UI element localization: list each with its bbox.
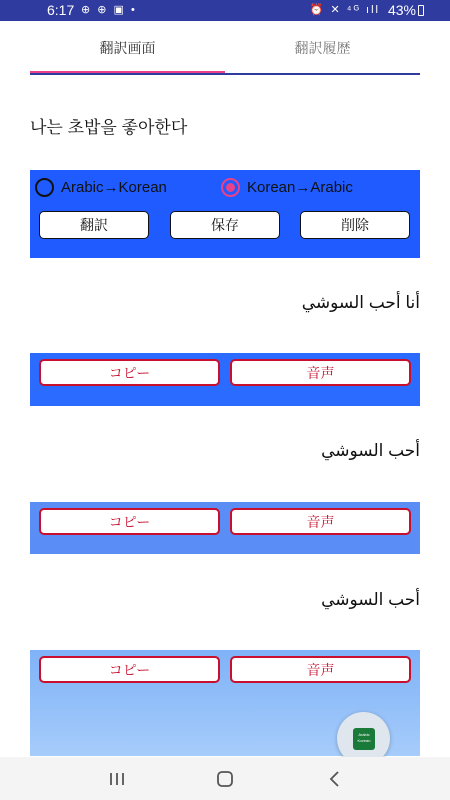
- translate-button[interactable]: 翻訳: [39, 211, 149, 239]
- result-text: أنا أحب السوشي: [301, 293, 420, 312]
- app-icon: [353, 728, 375, 750]
- copy-button[interactable]: コピー: [39, 508, 220, 535]
- recent-apps-icon[interactable]: [102, 768, 132, 790]
- radio-korean-arabic[interactable]: [221, 176, 353, 198]
- status-time: 6:17: [47, 2, 75, 18]
- tab-bar: [30, 21, 420, 75]
- tab-divider: [30, 73, 420, 75]
- voice-button[interactable]: 音声: [230, 656, 411, 683]
- source-text[interactable]: 나는 초밥을 좋아한다: [30, 118, 188, 137]
- copy-button[interactable]: コピー: [39, 656, 220, 683]
- result-actions: [30, 353, 420, 406]
- home-icon[interactable]: [210, 768, 240, 790]
- tab-translate[interactable]: 翻訳画面: [30, 21, 225, 75]
- radio-unselected-icon: [35, 178, 54, 197]
- voice-button[interactable]: 音声: [230, 359, 411, 386]
- system-icons: ⏰ ✕ ⁴ᴳ ıll: [309, 4, 380, 16]
- tab-history[interactable]: 翻訳履歴: [294, 40, 351, 56]
- app-icon-line1: Arabic: [358, 732, 370, 737]
- battery-icon: [418, 5, 424, 16]
- radio-arabic-korean[interactable]: [35, 176, 167, 198]
- save-button[interactable]: 保存: [170, 211, 280, 239]
- delete-button[interactable]: 削除: [300, 211, 410, 239]
- radio-selected-icon: [221, 178, 240, 197]
- radio-label: Korean→Arabic: [247, 178, 353, 196]
- navigation-bar: [0, 757, 450, 800]
- result-actions: [30, 502, 420, 554]
- radio-label: Arabic→Korean: [61, 178, 167, 196]
- status-bar: [0, 0, 450, 21]
- notification-icons: ⊕ ⊕ ▣ •: [81, 4, 137, 16]
- copy-button[interactable]: コピー: [39, 359, 220, 386]
- voice-button[interactable]: 音声: [230, 508, 411, 535]
- result-text: أحب السوشي: [321, 590, 420, 609]
- result-text: أحب السوشي: [321, 441, 420, 460]
- battery-level: 43%: [387, 2, 416, 18]
- app-icon-line2: Korean: [357, 738, 371, 743]
- control-panel: [30, 170, 420, 258]
- back-icon[interactable]: [320, 768, 350, 790]
